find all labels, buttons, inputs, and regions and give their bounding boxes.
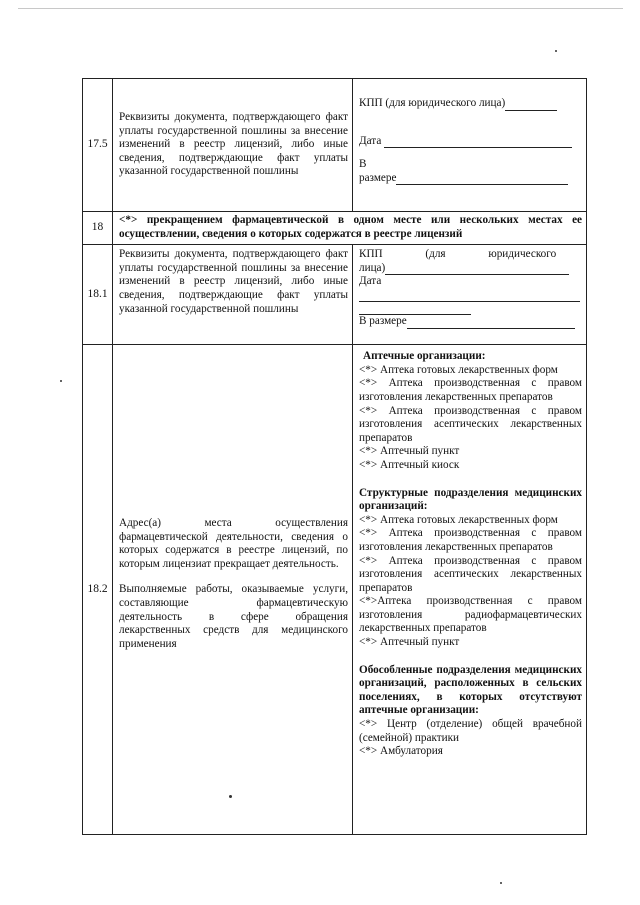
row-number: 18.2 — [83, 345, 113, 835]
date-label: Дата — [359, 134, 382, 147]
date-label: Дата — [359, 275, 382, 288]
pharmacy-orgs-item[interactable]: <*> Аптека производственная с правом изготовления асептических лекарственных препаратов — [359, 404, 582, 444]
works-label: Выполняемые работы, оказываемые услуги, составляющие фармацевтическую деятельность в сфере обращения лекарственных средств для медицинского применения — [119, 583, 348, 650]
kpp-label-b: лица) — [359, 261, 386, 274]
size-field[interactable] — [359, 172, 582, 186]
scan-speck — [555, 50, 557, 52]
top-scan-line — [18, 8, 623, 9]
row-number: 18.1 — [83, 245, 113, 345]
size-label: В размере — [359, 314, 407, 327]
date-line[interactable] — [359, 289, 580, 302]
kpp-label: КПП (для юридического — [359, 248, 557, 261]
section-18-heading: <*> прекращением фармацевтической в одном месте или нескольких местах ее осуществлении, сведения о которых содержатся в реестре лицензий — [119, 214, 582, 240]
pharmacy-orgs-title: Аптечные организации: — [363, 350, 486, 363]
row-18-1 — [83, 245, 587, 345]
structural-units-item[interactable]: <*> Аптека готовых лекарственных форм — [359, 513, 558, 526]
row-18-2 — [83, 345, 587, 835]
size-label-a: В — [359, 158, 367, 171]
structural-units-item[interactable]: <*>Аптека производственная с правом изготовления радиофармацевтических лекарственных препаратов — [359, 595, 582, 635]
structural-units-item[interactable]: <*> Аптечный пункт — [359, 636, 460, 649]
date-field[interactable] — [359, 135, 582, 149]
structural-units-item[interactable]: <*> Аптека производственная с правом изготовления лекарственных препаратов — [359, 527, 582, 553]
scan-speck — [500, 882, 502, 884]
scan-speck — [229, 795, 232, 798]
kpp-field[interactable] — [359, 262, 582, 276]
separate-units-title: Обособленные подразделения медицинских организаций, расположенных в сельских поселениях, в которых отсутствуют аптечные организации: — [359, 663, 582, 717]
size-label: размере — [359, 171, 397, 184]
kpp-field[interactable] — [359, 97, 582, 111]
row-18 — [83, 212, 587, 245]
pharmacy-orgs-item[interactable]: <*> Аптечный киоск — [359, 458, 460, 471]
pharmacy-orgs-item[interactable]: <*> Аптека производственная с правом изготовления лекарственных препаратов — [359, 377, 582, 403]
pharmacy-orgs-item[interactable]: <*> Аптека готовых лекарственных форм — [359, 363, 558, 376]
structural-units-title: Структурные подразделения медицинских организаций: — [359, 486, 582, 513]
separate-units-item[interactable]: <*> Центр (отделение) общей врачебной (семейной) практики — [359, 718, 582, 744]
scan-speck — [60, 380, 62, 382]
kpp-label: КПП (для юридического лица) — [359, 97, 506, 109]
row-number: 17.5 — [83, 79, 113, 212]
size-field[interactable] — [359, 315, 582, 329]
row-17-5 — [83, 79, 587, 212]
row-number: 18 — [83, 212, 113, 245]
payment-requisites-label: Реквизиты документа, подтверждающего факт уплаты государственной пошлины за внесение изменений в реестр лицензий, либо иные сведения, подтверждающие факт уплаты указанной государственной пошлины — [119, 111, 348, 178]
structural-units-item[interactable]: <*> Аптека производственная с правом изготовления асептических лекарственных препаратов — [359, 554, 582, 594]
address-label: Адрес(а) места осуществления фармацевтической деятельности, сведения о которых содержатся в реестре лицензий, по которым лицензиат прекращает деятельность. — [119, 517, 348, 570]
license-form-table — [82, 78, 587, 835]
payment-requisites-label: Реквизиты документа, подтверждающего факт уплаты государственной пошлины за внесение изменений в реестр лицензий, либо иные сведения, подтверждающие факт уплаты указанной государственной пошлины — [119, 248, 348, 315]
pharmacy-orgs-item[interactable]: <*> Аптечный пункт — [359, 445, 460, 458]
separate-units-item[interactable]: <*> Амбулатория — [359, 745, 443, 758]
date-line-short[interactable] — [359, 302, 471, 315]
